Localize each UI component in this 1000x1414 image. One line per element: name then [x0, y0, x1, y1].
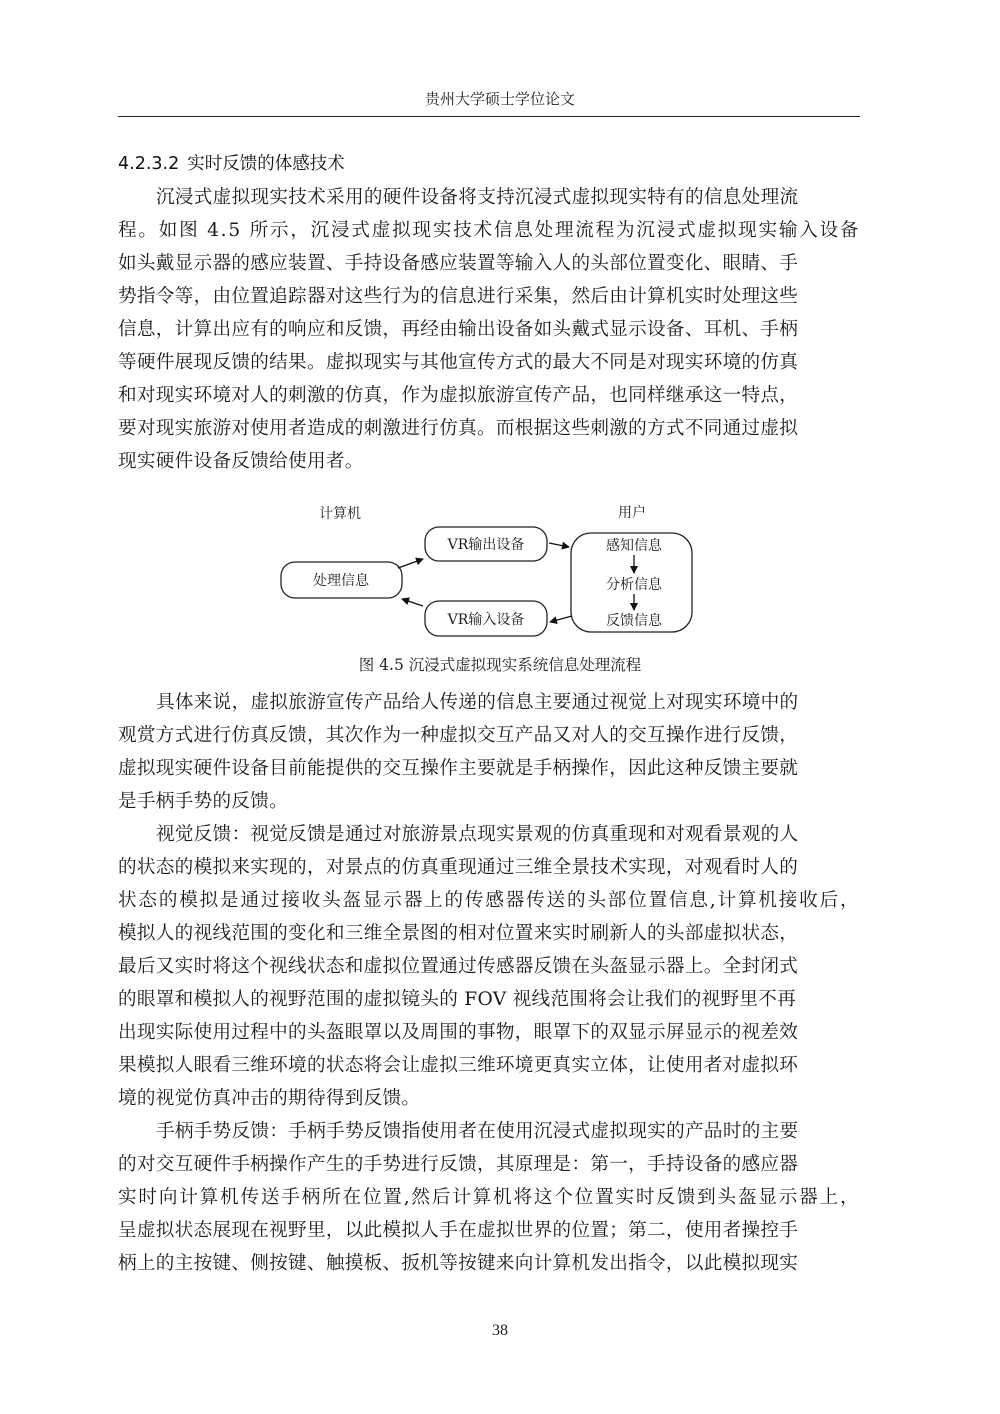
- text-line: 果模拟人眼看三维环境的状态将会让虚拟三维环境更真实立体，让使用者对虚拟环: [118, 1055, 799, 1076]
- text-line: 呈虚拟状态展现在视野里，以此模拟人手在虚拟世界的位置；第二，使用者操控手: [118, 1220, 799, 1241]
- user-step-feedback: 反馈信息: [606, 613, 662, 629]
- user-step-analyze: 分析信息: [606, 577, 662, 593]
- page-number: 38: [492, 1322, 508, 1339]
- text-line: 的对交互硬件手柄操作产生的手势进行反馈，其原理是：第一，手持设备的感应器: [118, 1154, 799, 1175]
- arrow-output-to-user: [549, 543, 569, 547]
- paragraph-2: [118, 686, 860, 818]
- figure-4-5: [270, 498, 710, 648]
- text-line: 现实硬件设备反馈给使用者。: [118, 451, 364, 472]
- section-title: 实时反馈的体感技术: [187, 154, 345, 174]
- text-line: 观赏方式进行仿真反馈，其次作为一种虚拟交互产品又对人的交互操作进行反馈，: [118, 725, 799, 746]
- figure-caption: 图 4.5 沉浸式虚拟现实系统信息处理流程: [358, 656, 642, 674]
- paragraph-4: [118, 1115, 860, 1280]
- text-line: 模拟人的视线范围的变化和三维全景图的相对位置来实时刷新人的头部虚拟状态，: [118, 923, 799, 944]
- text-line: 具体来说，虚拟旅游宣传产品给人传递的信息主要通过视觉上对现实环境中的: [156, 692, 799, 713]
- text-line: 最后又实时将这个视线状态和虚拟位置通过传感器反馈在头盔显示器上。全封闭式: [118, 956, 799, 977]
- paragraph-3: [118, 818, 860, 1115]
- user-step-perceive: 感知信息: [606, 538, 662, 554]
- text-line: 程。如图 4.5 所示，沉浸式虚拟现实技术信息处理流程为沉浸式虚拟现实输入设备: [118, 220, 861, 241]
- node-vr-input-label: VR输入设备: [447, 612, 525, 628]
- text-line: 境的视觉仿真冲击的期待得到反馈。: [118, 1088, 421, 1109]
- flow-diagram: [270, 498, 710, 648]
- label-user: 用户: [618, 505, 646, 521]
- section-number: 4.2.3.2: [118, 154, 180, 174]
- text-line: 信息，计算出应有的响应和反馈，再经由输出设备如头戴式显示设备、耳机、手柄: [118, 319, 799, 340]
- text-line: 沉浸式虚拟现实技术采用的硬件设备将支持沉浸式虚拟现实特有的信息处理流: [156, 187, 799, 208]
- node-vr-output-label: VR输出设备: [447, 537, 525, 553]
- text-line: 等硬件展现反馈的结果。虚拟现实与其他宣传方式的最大不同是对现实环境的仿真: [118, 352, 799, 373]
- header-rule: [118, 116, 860, 117]
- text-line: 的眼罩和模拟人的视野范围的虚拟镜头的 FOV 视线范围将会让我们的视野里不再: [118, 989, 797, 1010]
- node-process-label: 处理信息: [313, 573, 369, 589]
- text-line: 视觉反馈：视觉反馈是通过对旅游景点现实景观的仿真重现和对观看景观的人: [156, 824, 799, 845]
- text-line: 要对现实旅游对使用者造成的刺激进行仿真。而根据这些刺激的方式不同通过虚拟: [118, 418, 799, 439]
- text-line: 柄上的主按键、侧按键、触摸板、扳机等按键来向计算机发出指令，以此模拟现实: [118, 1253, 799, 1274]
- arrow-input-to-process: [402, 599, 423, 606]
- text-line: 虚拟现实硬件设备目前能提供的交互操作主要就是手柄操作，因此这种反馈主要就: [118, 758, 799, 779]
- text-line: 和对现实环境对人的刺激的仿真，作为虚拟旅游宣传产品，也同样继承这一特点，: [118, 385, 799, 406]
- label-computer: 计算机: [319, 506, 361, 522]
- text-line: 手柄手势反馈：手柄手势反馈指使用者在使用沉浸式虚拟现实的产品时的主要: [156, 1121, 799, 1142]
- text-line: 的状态的模拟来实现的，对景点的仿真重现通过三维全景技术实现，对观看时人的: [118, 857, 799, 878]
- paragraph-1: [118, 181, 860, 478]
- text-line: 如头戴显示器的感应装置、手持设备感应装置等输入人的头部位置变化、眼睛、手: [118, 253, 799, 274]
- text-line: 出现实际使用过程中的头盔眼罩以及周围的事物，眼罩下的双显示屏显示的视差效: [118, 1022, 799, 1043]
- text-line: 势指令等，由位置追踪器对这些行为的信息进行采集，然后由计算机实时处理这些: [118, 286, 799, 307]
- arrow-user-to-input: [550, 616, 572, 622]
- section-heading: [118, 150, 345, 175]
- arrow-process-to-output: [398, 559, 423, 568]
- text-line: 状态的模拟是通过接收头盔显示器上的传感器传送的头部位置信息,计算机接收后，: [118, 890, 861, 911]
- text-line: 实时向计算机传送手柄所在位置,然后计算机将这个位置实时反馈到头盔显示器上，: [118, 1187, 861, 1208]
- text-line: 是手柄手势的反馈。: [118, 791, 289, 812]
- running-header-title: 贵州大学硕士学位论文: [424, 90, 575, 108]
